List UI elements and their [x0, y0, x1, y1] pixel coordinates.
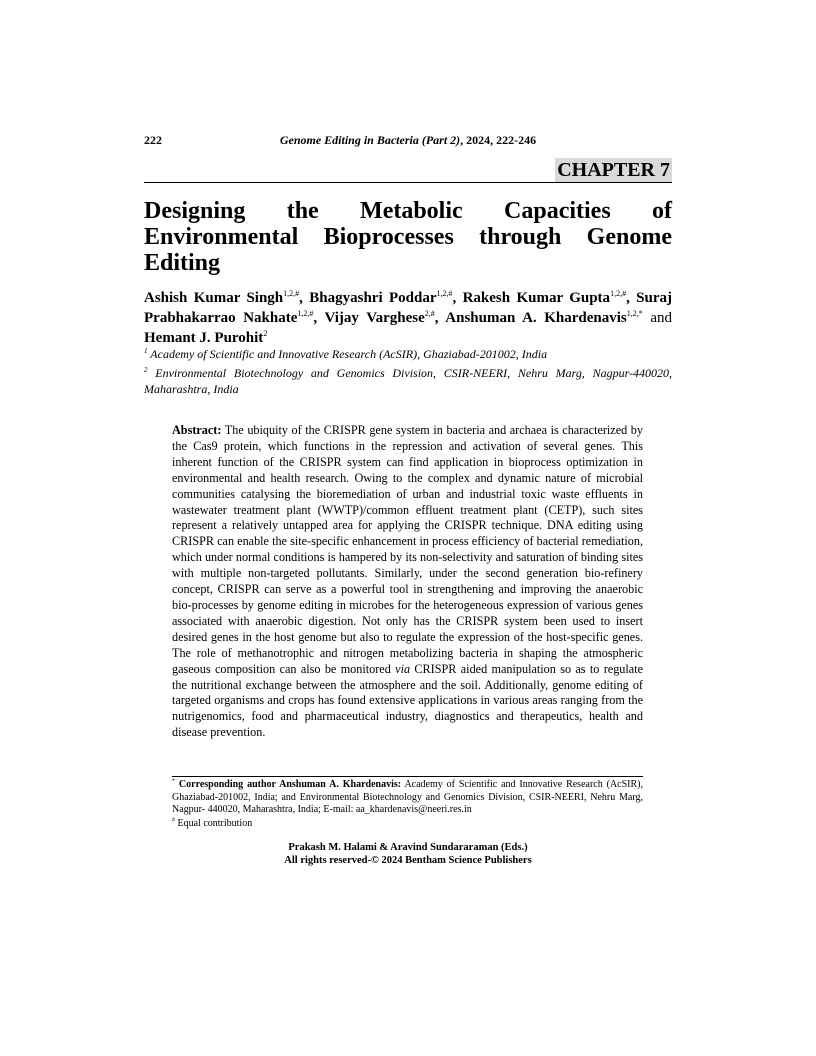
copyright-line: All rights reserved-© 2024 Bentham Science Publishers	[284, 855, 532, 866]
author-name: Hemant J. Purohit	[144, 330, 264, 346]
journal-details: , 2024, 222-246	[460, 133, 537, 147]
affiliation-text: Academy of Scientific and Innovative Research (AcSIR), Ghaziabad-201002, India	[150, 347, 548, 361]
author-affiliation-marker: 2	[263, 329, 268, 338]
author-name: Vijay Varghese	[324, 310, 425, 326]
editors-block	[144, 841, 672, 867]
affiliation-text: Environmental Biotechnology and Genomics Division, CSIR-NEERI, Nehru Marg, Nagpur-440020, Maharashtra, India	[144, 366, 672, 396]
author-affiliation-marker: 1,2,*	[626, 309, 643, 318]
affiliation-1	[144, 346, 672, 362]
author-affiliation-marker: 1,2,#	[436, 289, 453, 298]
abstract-text-continued: CRISPR aided manipulation so as to regulate the nutritional exchange between the atmosphere and the soil. Additionally, genome editing of targeted organisms and crops has found extensive applications in various areas ranging from the nutrigenomics, food and pharmaceutical industry, diagnostics and therapeutics, health and disease prevention.	[172, 661, 643, 740]
editors-line: Prakash M. Halami & Aravind Sundararaman (Eds.)	[288, 842, 528, 853]
author-name: Anshuman A. Khardenavis	[445, 310, 627, 326]
abstract-label: Abstract:	[172, 423, 222, 437]
chapter-title: Designing the Metabolic Capacities of Environmental Bioprocesses through Genome Editing	[144, 198, 672, 276]
chapter-divider	[144, 182, 672, 183]
footnote-text: Equal contribution	[175, 818, 253, 829]
corresponding-author-footnote	[172, 779, 643, 817]
author-name: Ashish Kumar Singh	[144, 290, 284, 306]
abstract	[172, 423, 643, 741]
running-header	[144, 133, 672, 148]
author-separator: ,	[313, 310, 325, 326]
footnote-text: Academy of Scientific and Innovative Research (AcSIR), Ghaziabad-201002, India; and Environmental Biotechnology and Genomics Division, CSIR-NEERI, Nehru Marg, Nagpur- 440020, Maharashtra, India; E-mail: aa_khardenavis@neeri.res.in	[172, 779, 643, 816]
author-separator: ,	[452, 290, 463, 306]
affiliation-2	[144, 365, 672, 397]
footnote-marker: *	[172, 778, 175, 785]
page-number: 222	[144, 133, 162, 147]
chapter-label: CHAPTER 7	[557, 159, 670, 181]
author-separator: ,	[626, 290, 637, 306]
author-affiliation-marker: 1,2,#	[297, 309, 314, 318]
author-name: Bhagyashri Poddar	[309, 290, 437, 306]
footnote-divider	[172, 776, 643, 777]
affiliation-marker: 1	[144, 347, 148, 355]
author-affiliation-marker: 1,2,#	[610, 289, 627, 298]
author-list	[144, 288, 672, 348]
author-separator: and	[642, 310, 672, 326]
author-affiliation-marker: 1,2,#	[283, 289, 300, 298]
footnote-marker: #	[172, 817, 175, 824]
author-name: Suraj Prabhakarrao Nakhate	[144, 290, 673, 326]
abstract-italic-term: via	[395, 661, 411, 676]
author-separator: ,	[299, 290, 310, 306]
journal-title: Genome Editing in Bacteria (Part 2)	[279, 133, 461, 147]
author-affiliation-marker: 2,#	[424, 309, 435, 318]
abstract-text: The ubiquity of the CRISPR gene system in bacteria and archaea is characterized by the Cas9 protein, which functions in the repression and activation of several genes. This inherent function of the CRISPR system can find application in bioprocess optimization in environmental and health research. Owing to the complex and dynamic nature of microbial communities catalysing the bioremediation of urban and industrial toxic waste effluents in wastewater treatment plant (WWTP)/common effluent treatment plant (CETP), such sites represent a relatively untapped area for applying the CRISPR technique. DNA editing using CRISPR can enable the site-specific enhancement in process efficiency of bacterial remediation, which under normal conditions is hampered by its non-selectivity and saturation of binding sites with multiple non-targeted pollutants. Similarly, under the second generation bio-refinery concept, CRISPR can serve as a powerful tool in strengthening and improving the anaerobic bio-processes by genome editing in microbes for the heterogeneous expression of various genes associated with anaerobic digestion. Not only has the CRISPR system been used to insert desired genes in the host genome but also to regulate the expression of the host-specific genes. The role of methanotrophic and nitrogen metabolizing bacteria in shaping the atmospheric gaseous composition can also be monitored	[172, 423, 643, 676]
affiliation-marker: 2	[144, 366, 148, 374]
equal-contribution-footnote	[172, 818, 643, 831]
footnote-label: Corresponding author Anshuman A. Khardenavis:	[178, 779, 402, 790]
author-name: Rakesh Kumar Gupta	[462, 290, 611, 306]
author-separator: ,	[434, 310, 446, 326]
